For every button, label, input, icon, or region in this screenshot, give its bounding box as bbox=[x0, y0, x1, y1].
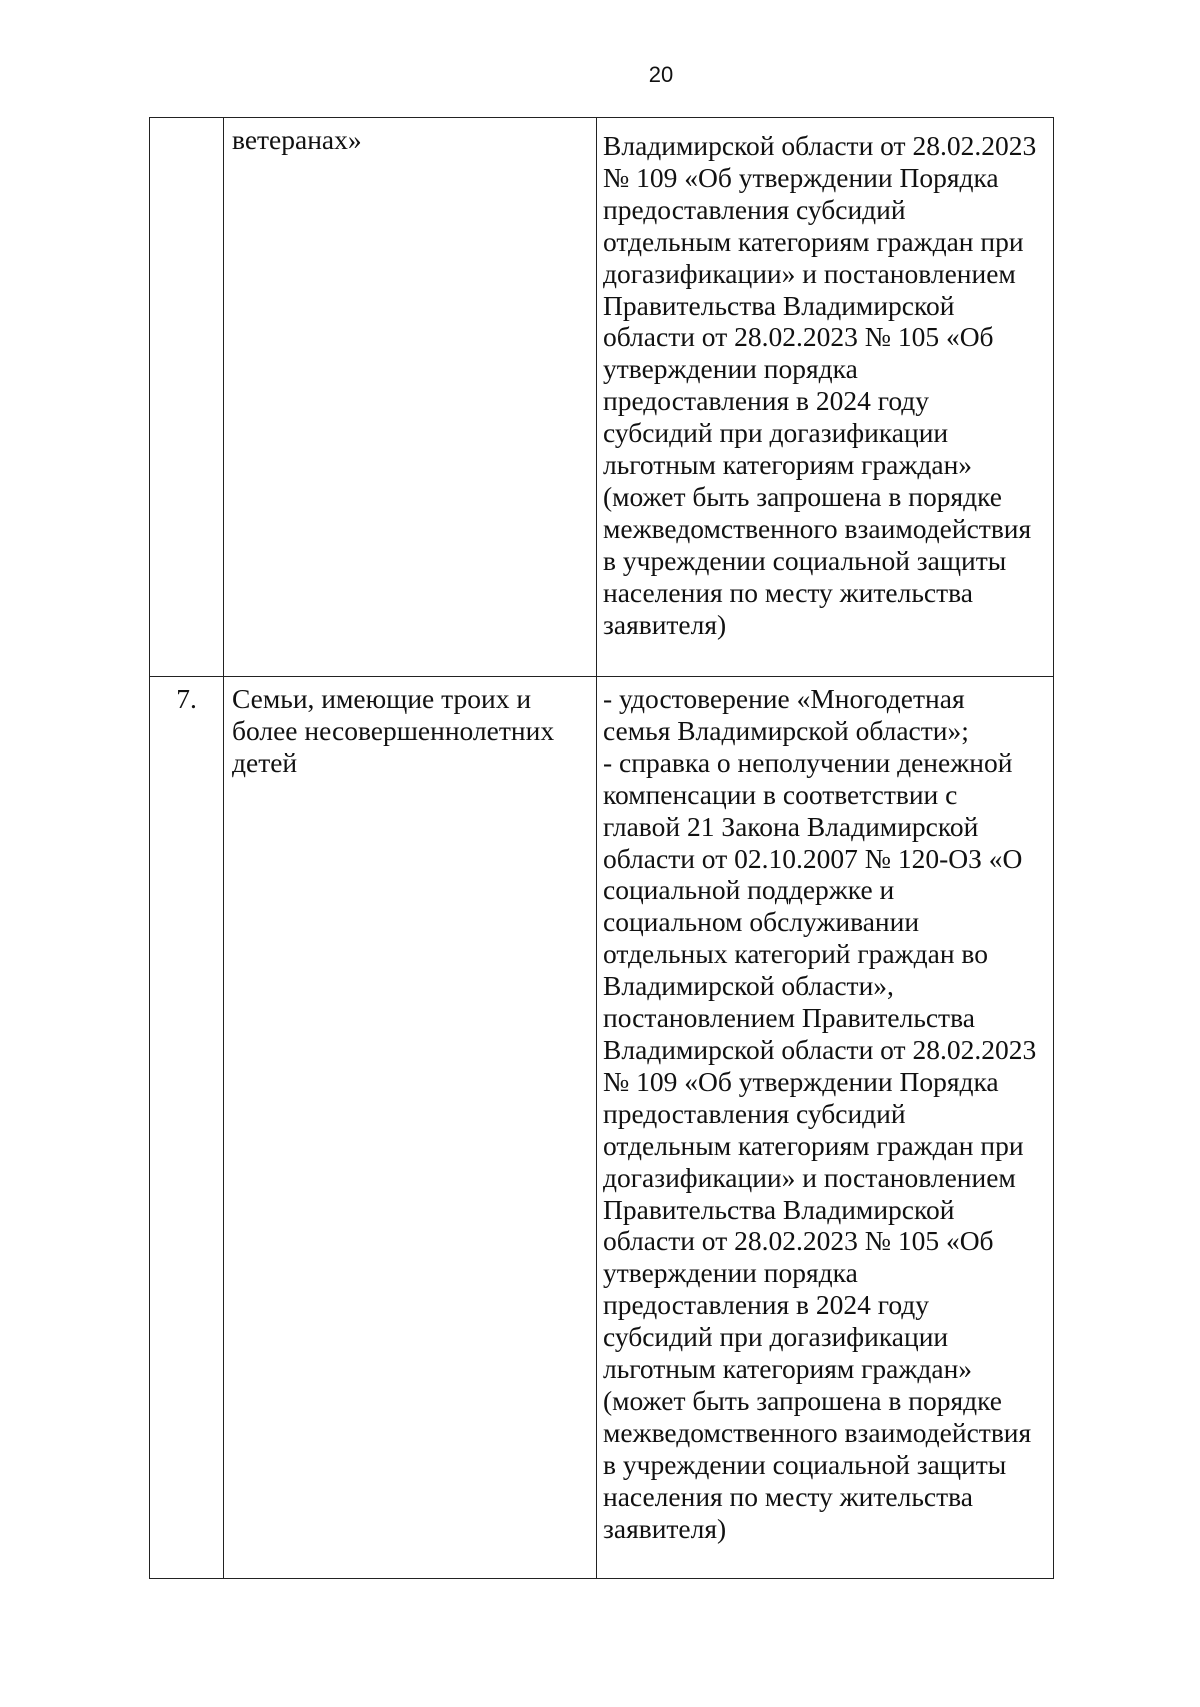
text-line: догазификации» и постановлением bbox=[603, 1161, 1016, 1193]
text-line: льготным категориям граждан» bbox=[603, 1353, 973, 1385]
text-line: утверждении порядка bbox=[603, 1257, 858, 1289]
text-line: детей bbox=[232, 746, 298, 778]
text-line: населения по месту жительства bbox=[603, 1480, 973, 1512]
text-line: (может быть запрошена в порядке bbox=[603, 480, 1002, 512]
text-line: области от 28.02.2023 № 105 «Об bbox=[603, 321, 994, 353]
text-line: населения по месту жительства bbox=[603, 576, 973, 608]
text-line: заявителя) bbox=[603, 608, 727, 640]
text-line: постановлением Правительства bbox=[603, 1002, 975, 1034]
table-row bbox=[150, 118, 1054, 677]
text-line: семья Владимирской области»; bbox=[603, 714, 969, 746]
text-line: субсидий при догазификации bbox=[603, 1321, 949, 1353]
text-line: в учреждении социальной защиты bbox=[603, 1448, 1007, 1480]
text-line: Владимирской области», bbox=[603, 970, 894, 1002]
text-line: заявителя) bbox=[603, 1512, 727, 1544]
text-line: Семьи, имеющие троих и bbox=[232, 683, 532, 714]
category-cell bbox=[224, 677, 597, 1579]
text-line: главой 21 Закона Владимирской bbox=[603, 810, 979, 842]
text-line: - удостоверение «Многодетная bbox=[603, 683, 965, 714]
text-line: - справка о неполучении денежной bbox=[603, 746, 1013, 778]
text-line: № 109 «Об утверждении Порядка bbox=[603, 161, 999, 193]
text-line: субсидий при догазификации bbox=[603, 417, 949, 449]
text-line: области от 02.10.2007 № 120-ОЗ «О bbox=[603, 842, 1023, 874]
text-line: межведомственного взаимодействия bbox=[603, 1416, 1032, 1448]
text-line: предоставления в 2024 году bbox=[603, 385, 930, 417]
text-line: предоставления субсидий bbox=[603, 193, 906, 225]
text-line: Правительства Владимирской bbox=[603, 289, 955, 321]
text-line: догазификации» и постановлением bbox=[603, 257, 1016, 289]
text-line: более несовершеннолетних bbox=[232, 714, 555, 746]
text-line: (может быть запрошена в порядке bbox=[603, 1384, 1002, 1416]
text-line: предоставления в 2024 году bbox=[603, 1289, 930, 1321]
text-line: социальной поддержке и bbox=[603, 874, 895, 906]
text-line: ветеранах» bbox=[232, 124, 362, 155]
text-line: утверждении порядка bbox=[603, 353, 858, 385]
text-line: отдельных категорий граждан во bbox=[603, 938, 988, 970]
page-number: 20 bbox=[648, 62, 674, 87]
text-line: межведомственного взаимодействия bbox=[603, 512, 1032, 544]
table-row bbox=[150, 677, 1054, 1579]
documents-table bbox=[149, 117, 1054, 1579]
text-line: в учреждении социальной защиты bbox=[603, 544, 1007, 576]
text-line: № 109 «Об утверждении Порядка bbox=[603, 1065, 999, 1097]
text-line: Владимирской области от 28.02.2023 bbox=[603, 130, 1037, 161]
text-line: компенсации в соответствии с bbox=[603, 778, 958, 810]
documents-cell bbox=[597, 677, 1054, 1579]
category-cell bbox=[224, 118, 597, 677]
row-number-cell bbox=[150, 118, 224, 677]
text-line: Правительства Владимирской bbox=[603, 1193, 955, 1225]
documents-cell bbox=[597, 118, 1054, 677]
row-number-cell: 7. bbox=[150, 677, 224, 1579]
text-line: льготным категориям граждан» bbox=[603, 449, 973, 481]
text-line: социальном обслуживании bbox=[603, 906, 920, 938]
text-line: Владимирской области от 28.02.2023 bbox=[603, 1033, 1037, 1065]
text-line: предоставления субсидий bbox=[603, 1097, 906, 1129]
text-line: области от 28.02.2023 № 105 «Об bbox=[603, 1225, 994, 1257]
text-line: отдельным категориям граждан при bbox=[603, 225, 1024, 257]
text-line: отдельным категориям граждан при bbox=[603, 1129, 1024, 1161]
